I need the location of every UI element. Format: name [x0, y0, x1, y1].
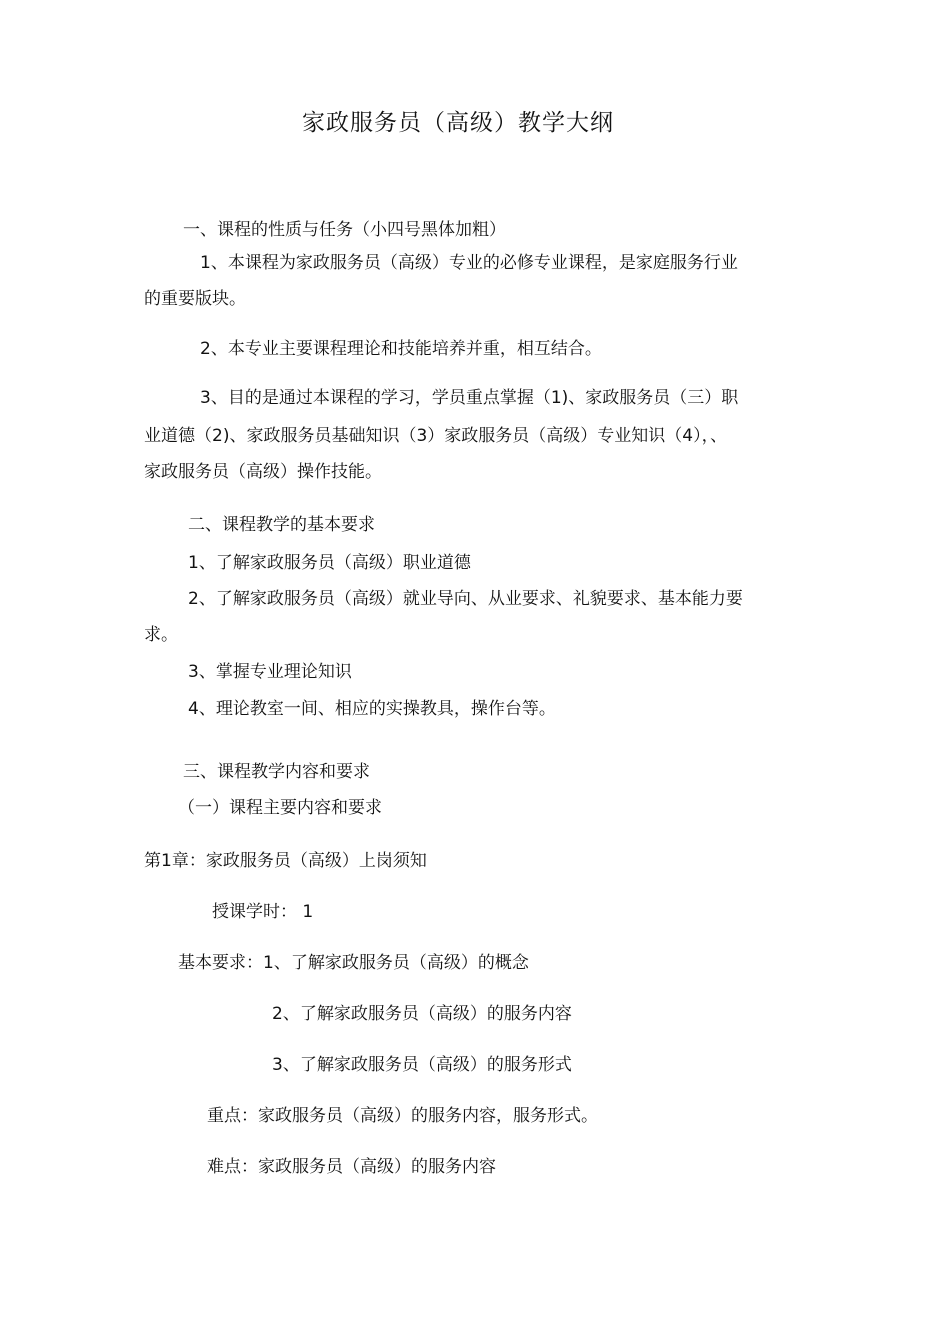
chapter1-key-points: 重点：家政服务员（高级）的服务内容，服务形式。	[207, 1106, 598, 1126]
section1-paragraph3-line2: 业道德（2)、家政服务员基础知识（3）家政服务员（高级）专业知识（4），、	[144, 426, 728, 446]
section1-paragraph3-line3: 家政服务员（高级）操作技能。	[144, 462, 382, 482]
chapter1-teaching-hours: 授课学时： 1	[212, 902, 314, 922]
section2-heading: 二、课程教学的基本要求	[188, 515, 375, 535]
chapter1-title: 第1章：家政服务员（高级）上岗须知	[144, 851, 427, 871]
chapter1-requirement2: 2、了解家政服务员（高级）的服务内容	[272, 1004, 572, 1024]
section2-item3: 3、掌握专业理论知识	[188, 662, 352, 682]
section1-paragraph1-line1: 1、本课程为家政服务员（高级）专业的必修专业课程，是家庭服务行业	[200, 253, 738, 273]
section1-paragraph1-line2: 的重要版块。	[144, 289, 246, 309]
chapter1-requirement1: 基本要求：1、了解家政服务员（高级）的概念	[178, 953, 529, 973]
chapter1-requirement3: 3、了解家政服务员（高级）的服务形式	[272, 1055, 572, 1075]
section2-item1: 1、了解家政服务员（高级）职业道德	[188, 553, 471, 573]
section1-paragraph2: 2、本专业主要课程理论和技能培养并重，相互结合。	[200, 339, 602, 359]
section3-heading: 三、课程教学内容和要求	[183, 762, 370, 782]
section2-item2-line2: 求。	[144, 625, 178, 645]
chapter1-difficulties: 难点：家政服务员（高级）的服务内容	[207, 1157, 496, 1177]
section3-subheading: （一）课程主要内容和要求	[178, 798, 382, 818]
section1-paragraph3-line1: 3、目的是通过本课程的学习，学员重点掌握（1)、家政服务员（三）职	[200, 388, 739, 408]
document-title: 家政服务员（高级）教学大纲	[302, 110, 614, 136]
section2-item4: 4、理论教室一间、相应的实操教具，操作台等。	[188, 699, 556, 719]
section1-heading: 一、课程的性质与任务（小四号黑体加粗）	[183, 220, 506, 240]
section2-item2-line1: 2、了解家政服务员（高级）就业导向、从业要求、礼貌要求、基本能力要	[188, 589, 743, 609]
